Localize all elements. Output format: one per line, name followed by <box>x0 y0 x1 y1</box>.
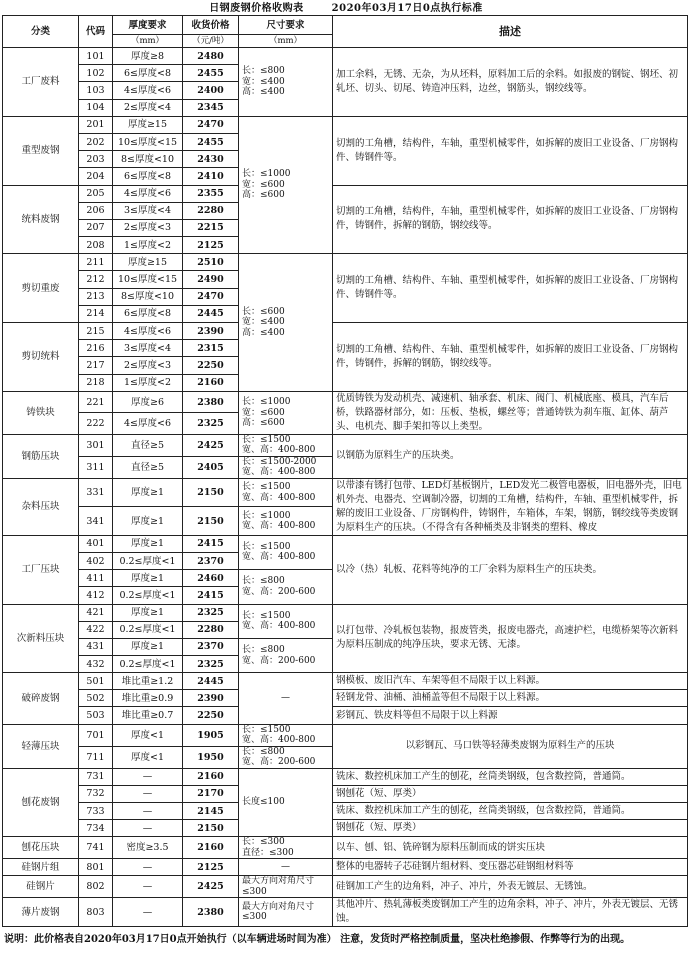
desc-cell: 钢刨花（短、厚类） <box>333 785 688 802</box>
code-cell: 311 <box>79 456 113 478</box>
thickness-cell: 厚度<1 <box>113 746 183 768</box>
code-cell: 218 <box>79 374 113 391</box>
code-cell: 204 <box>79 168 113 185</box>
code-cell: 431 <box>79 638 113 655</box>
code-cell: 202 <box>79 133 113 150</box>
desc-cell: 优质铸铁为发动机壳、减速机、轴承套、机床、阀门、机械底座、模具，汽车后桥，铁路器材部分，如：压板、垫板，螺丝等；普通铸铁为刹车瓶、缸体、葫芦头、电机壳、脚手架扣等以上类型。 <box>333 391 688 434</box>
price-cell: 2355 <box>183 185 239 202</box>
desc-cell: 切割的工角槽、结构件、车轴、重型机械零件，如拆解的废旧工业设备、厂房钢构件、铸钢件等。 <box>333 254 688 323</box>
price-cell: 2280 <box>183 621 239 638</box>
header-size: 尺寸要求 <box>239 16 333 35</box>
thickness-cell: 4≤厚度<6 <box>113 413 183 435</box>
desc-cell: 切割的工角槽，结构件，车轴，重型机械零件，如拆解的废旧工业设备、厂房钢构件，铸钢件，拆解的钢筋，钢绞线等。 <box>333 185 688 254</box>
desc-cell: 以彩钢瓦、马口铁等轻薄类废钢为原料生产的压块 <box>333 724 688 768</box>
desc-cell: 其他冲片、热轧薄板类废钢加工产生的边角余料，冲子、冲片，外表无镀层、无锈蚀。 <box>333 898 688 927</box>
thickness-cell: 2≤厚度<4 <box>113 99 183 116</box>
category-cell: 剪切重废 <box>3 254 79 323</box>
code-cell: 222 <box>79 413 113 435</box>
table-row <box>3 434 688 456</box>
table-row <box>3 724 688 746</box>
desc-cell: 切割的工角槽、结构件、车轴、重型机械零件，如拆解的废旧工业设备、厂房钢构件，铸钢件，拆解的钢筋，钢绞线等。 <box>333 323 688 392</box>
thickness-cell: 1≤厚度<2 <box>113 374 183 391</box>
size-cell: 长：≤1500 宽、高：400-800 <box>239 724 333 746</box>
size-cell: 长：≤1500-2000 宽、高：400-800 <box>239 456 333 478</box>
code-cell: 803 <box>79 898 113 927</box>
thickness-cell: 6≤厚度<8 <box>113 168 183 185</box>
category-cell: 刨花压块 <box>3 837 79 859</box>
desc-cell: 钢刨花（短、厚类） <box>333 820 688 837</box>
thickness-cell: 4≤厚度<6 <box>113 185 183 202</box>
header-size-unit: （mm） <box>239 35 333 48</box>
category-cell: 钢筋压块 <box>3 434 79 478</box>
price-cell: 2150 <box>183 820 239 837</box>
price-cell: 2460 <box>183 570 239 587</box>
size-cell: 长：≤800 宽、高：200-600 <box>239 638 333 672</box>
price-cell: 2325 <box>183 413 239 435</box>
price-cell: 2390 <box>183 323 239 340</box>
code-cell: 207 <box>79 219 113 236</box>
size-cell: — <box>239 859 333 876</box>
code-cell: 401 <box>79 535 113 552</box>
price-cell: 2380 <box>183 391 239 413</box>
table-body <box>3 48 688 927</box>
header-thickness: 厚度要求 <box>113 16 183 35</box>
desc-cell: 以带漆有锈打包带、LED灯基板钢片，LED发光二极管电器板，旧电器外壳，旧电机外壳、电器壳、空调制冷器，切割的工角槽，结构件，车轴、重型机械零件，拆解的废旧工业设备、厂房钢构件，铸钢件，车箱体，车架，钢筋，钢绞线等类废钢为原料生产的压块。（不得含有各种桶类及非钢类的塑料、橡皮 <box>333 478 688 535</box>
table-row <box>3 803 688 820</box>
code-cell: 341 <box>79 507 113 536</box>
category-cell: 铸铁块 <box>3 391 79 434</box>
thickness-cell: 0.2≤厚度<1 <box>113 552 183 569</box>
price-cell: 2150 <box>183 507 239 536</box>
size-cell: 最大方向对角尺寸≤300 <box>239 876 333 898</box>
code-cell: 301 <box>79 434 113 456</box>
price-cell: 2345 <box>183 99 239 116</box>
thickness-cell: 厚度≥1 <box>113 535 183 552</box>
price-cell: 2425 <box>183 434 239 456</box>
thickness-cell: 1≤厚度<2 <box>113 237 183 254</box>
table-row <box>3 116 688 133</box>
header-thickness-unit: （mm） <box>113 35 183 48</box>
thickness-cell: 0.2≤厚度<1 <box>113 621 183 638</box>
code-cell: 213 <box>79 288 113 305</box>
size-cell: 长：≤800 宽、高：200-600 <box>239 746 333 768</box>
price-cell: 2490 <box>183 271 239 288</box>
price-cell: 2215 <box>183 219 239 236</box>
size-cell: 长：≤1500 宽、高：400-800 <box>239 604 333 638</box>
price-cell: 2370 <box>183 552 239 569</box>
price-cell: 2445 <box>183 673 239 690</box>
thickness-cell: — <box>113 898 183 927</box>
table-row <box>3 48 688 65</box>
code-cell: 203 <box>79 151 113 168</box>
code-cell: 733 <box>79 803 113 820</box>
category-cell: 重型废钢 <box>3 116 79 185</box>
table-row <box>3 837 688 859</box>
code-cell: 217 <box>79 357 113 374</box>
table-row <box>3 185 688 202</box>
thickness-cell: 厚度≥6 <box>113 391 183 413</box>
table-row <box>3 690 688 707</box>
code-cell: 422 <box>79 621 113 638</box>
size-cell: 长：≤600 宽：≤400 高：≤400 <box>239 254 333 392</box>
thickness-cell: 堆比重≥1.2 <box>113 673 183 690</box>
table-row <box>3 478 688 507</box>
price-cell: 2455 <box>183 65 239 82</box>
thickness-cell: — <box>113 785 183 802</box>
thickness-cell: — <box>113 876 183 898</box>
price-cell: 2370 <box>183 638 239 655</box>
price-cell: 2390 <box>183 690 239 707</box>
code-cell: 711 <box>79 746 113 768</box>
size-cell: 长：≤300 直径：≤300 <box>239 837 333 859</box>
desc-cell: 彩钢瓦、铁皮料等但不局限于以上料源 <box>333 707 688 724</box>
price-cell: 2430 <box>183 151 239 168</box>
price-cell: 2325 <box>183 604 239 621</box>
header-code: 代码 <box>79 16 113 48</box>
code-cell: 432 <box>79 656 113 673</box>
code-cell: 205 <box>79 185 113 202</box>
code-cell: 412 <box>79 587 113 604</box>
desc-cell: 轻钢龙骨、油桶、油桶盖等但不局限于以上料源。 <box>333 690 688 707</box>
thickness-cell: 堆比重≥0.7 <box>113 707 183 724</box>
price-cell: 2325 <box>183 656 239 673</box>
thickness-cell: 厚度≥1 <box>113 604 183 621</box>
table-row <box>3 898 688 927</box>
code-cell: 215 <box>79 323 113 340</box>
header-price: 收货价格 <box>183 16 239 35</box>
size-cell: 长：≤1500 宽、高：400-800 <box>239 478 333 507</box>
desc-cell: 以车、刨、铝、铣碎钢为原料压制而成的饼实压块 <box>333 837 688 859</box>
thickness-cell: 6≤厚度<8 <box>113 305 183 322</box>
code-cell: 102 <box>79 65 113 82</box>
desc-cell: 钢模板、废旧汽车、车架等但不局限于以上料源。 <box>333 673 688 690</box>
title-right: 2020年03月17日0点执行标准 <box>331 3 483 14</box>
size-cell: — <box>239 673 333 724</box>
price-cell: 2250 <box>183 357 239 374</box>
price-cell: 2410 <box>183 168 239 185</box>
thickness-cell: 8≤厚度<10 <box>113 288 183 305</box>
thickness-cell: 8≤厚度<10 <box>113 151 183 168</box>
thickness-cell: 厚度≥1 <box>113 570 183 587</box>
thickness-cell: — <box>113 803 183 820</box>
category-cell: 刨花废钢 <box>3 768 79 837</box>
thickness-cell: 厚度≥1 <box>113 478 183 507</box>
price-cell: 2415 <box>183 535 239 552</box>
desc-cell: 铣床、数控机床加工产生的刨花，丝筒类钢级，包含数控筒，普通筒。 <box>333 768 688 785</box>
table-row <box>3 820 688 837</box>
table-row <box>3 535 688 552</box>
size-cell: 长：≤1000 宽、高：400-800 <box>239 507 333 536</box>
category-cell: 硅钢片 <box>3 876 79 898</box>
desc-cell: 以钢筋为原料生产的压块类。 <box>333 434 688 478</box>
thickness-cell: 2≤厚度<3 <box>113 357 183 374</box>
price-cell: 2125 <box>183 859 239 876</box>
size-cell: 长：≤800 宽、高：200-600 <box>239 570 333 604</box>
price-cell: 2470 <box>183 116 239 133</box>
page-title <box>0 2 692 15</box>
thickness-cell: 3≤厚度<4 <box>113 202 183 219</box>
size-cell: 长：≤1000 宽：≤600 高：≤600 <box>239 116 333 254</box>
thickness-cell: 厚度≥15 <box>113 254 183 271</box>
category-cell: 破碎废钢 <box>3 673 79 724</box>
thickness-cell: 厚度≥1 <box>113 507 183 536</box>
price-cell: 2160 <box>183 837 239 859</box>
price-cell: 2250 <box>183 707 239 724</box>
price-cell: 2170 <box>183 785 239 802</box>
thickness-cell: 3≤厚度<4 <box>113 340 183 357</box>
price-cell: 2400 <box>183 82 239 99</box>
price-cell: 1950 <box>183 746 239 768</box>
code-cell: 331 <box>79 478 113 507</box>
code-cell: 701 <box>79 724 113 746</box>
price-cell: 2415 <box>183 587 239 604</box>
code-cell: 734 <box>79 820 113 837</box>
price-cell: 2455 <box>183 133 239 150</box>
size-cell: 长度≤100 <box>239 768 333 837</box>
table-row <box>3 785 688 802</box>
thickness-cell: 厚度<1 <box>113 724 183 746</box>
thickness-cell: 4≤厚度<6 <box>113 323 183 340</box>
thickness-cell: — <box>113 859 183 876</box>
code-cell: 503 <box>79 707 113 724</box>
price-cell: 2405 <box>183 456 239 478</box>
desc-cell: 切割的工角槽，结构件，车轴，重型机械零件，如拆解的废旧工业设备、厂房钢构件、铸钢件等。 <box>333 116 688 185</box>
code-cell: 221 <box>79 391 113 413</box>
size-cell: 最大方向对角尺寸≤300 <box>239 898 333 927</box>
thickness-cell: 直径≥5 <box>113 456 183 478</box>
header-desc: 描述 <box>333 16 688 48</box>
thickness-cell: 10≤厚度<15 <box>113 133 183 150</box>
code-cell: 501 <box>79 673 113 690</box>
table-row <box>3 673 688 690</box>
thickness-cell: 堆比重≥0.9 <box>113 690 183 707</box>
title-left: 日钢废钢价格收购表 <box>209 3 304 14</box>
code-cell: 741 <box>79 837 113 859</box>
thickness-cell: 厚度≥8 <box>113 48 183 65</box>
code-cell: 411 <box>79 570 113 587</box>
price-cell: 2145 <box>183 803 239 820</box>
table-row <box>3 323 688 340</box>
category-cell: 轻薄压块 <box>3 724 79 768</box>
table-row <box>3 859 688 876</box>
code-cell: 216 <box>79 340 113 357</box>
code-cell: 421 <box>79 604 113 621</box>
category-cell: 工厂压块 <box>3 535 79 604</box>
price-cell: 1905 <box>183 724 239 746</box>
code-cell: 201 <box>79 116 113 133</box>
desc-cell: 以冷（热）轧板、花料等纯净的工厂余料为原料生产的压块类。 <box>333 535 688 604</box>
price-cell: 2480 <box>183 48 239 65</box>
price-cell: 2315 <box>183 340 239 357</box>
table-row <box>3 604 688 621</box>
price-cell: 2510 <box>183 254 239 271</box>
code-cell: 103 <box>79 82 113 99</box>
price-cell: 2160 <box>183 768 239 785</box>
thickness-cell: 厚度≥1 <box>113 638 183 655</box>
category-cell: 杂料压块 <box>3 478 79 535</box>
code-cell: 206 <box>79 202 113 219</box>
thickness-cell: 0.2≤厚度<1 <box>113 587 183 604</box>
price-cell: 2470 <box>183 288 239 305</box>
thickness-cell: 4≤厚度<6 <box>113 82 183 99</box>
code-cell: 208 <box>79 237 113 254</box>
table-row <box>3 254 688 271</box>
code-cell: 801 <box>79 859 113 876</box>
category-cell: 统料废钢 <box>3 185 79 254</box>
price-cell: 2280 <box>183 202 239 219</box>
table-row <box>3 768 688 785</box>
desc-cell: 加工余料，无锈、无杂，为从坯料，原料加工后的余料。如报废的钢锭、钢坯、初轧坯、切头、切尾、铸造冲压料，边丝，钢筋头，钢绞线等。 <box>333 48 688 117</box>
header-category: 分类 <box>3 16 79 48</box>
desc-cell: 铣床、数控机床加工产生的刨花，丝筒类钢级，包含数控筒，普通筒。 <box>333 803 688 820</box>
thickness-cell: — <box>113 820 183 837</box>
code-cell: 214 <box>79 305 113 322</box>
table-row <box>3 876 688 898</box>
code-cell: 212 <box>79 271 113 288</box>
code-cell: 732 <box>79 785 113 802</box>
table-row <box>3 391 688 413</box>
price-cell: 2425 <box>183 876 239 898</box>
table-row <box>3 707 688 724</box>
header-price-unit: （元/吨） <box>183 35 239 48</box>
code-cell: 731 <box>79 768 113 785</box>
size-cell: 长：≤1500 宽、高：400-800 <box>239 434 333 456</box>
price-cell: 2125 <box>183 237 239 254</box>
price-table <box>2 15 688 927</box>
category-cell: 次新料压块 <box>3 604 79 673</box>
code-cell: 802 <box>79 876 113 898</box>
thickness-cell: 2≤厚度<3 <box>113 219 183 236</box>
category-cell: 薄片废钢 <box>3 898 79 927</box>
code-cell: 402 <box>79 552 113 569</box>
code-cell: 104 <box>79 99 113 116</box>
code-cell: 101 <box>79 48 113 65</box>
size-cell: 长：≤800 宽：≤400 高：≤400 <box>239 48 333 117</box>
size-cell: 长：≤1000 宽：≤600 高：≤600 <box>239 391 333 434</box>
thickness-cell: 0.2≤厚度<1 <box>113 656 183 673</box>
price-cell: 2380 <box>183 898 239 927</box>
thickness-cell: 6≤厚度<8 <box>113 65 183 82</box>
thickness-cell: — <box>113 768 183 785</box>
price-cell: 2160 <box>183 374 239 391</box>
price-cell: 2445 <box>183 305 239 322</box>
thickness-cell: 10≤厚度<15 <box>113 271 183 288</box>
desc-cell: 硅钢加工产生的边角料，冲子、冲片，外表无镀层、无锈蚀。 <box>333 876 688 898</box>
thickness-cell: 密度≥3.5 <box>113 837 183 859</box>
desc-cell: 整体的电器转子芯硅钢片组材料、变压器芯硅钢组材料等 <box>333 859 688 876</box>
category-cell: 剪切统料 <box>3 323 79 392</box>
desc-cell: 以打包带、冷轧板包装物，报废管类，报废电器壳，高速护栏，电缆桥架等次新料为原料压制成的纯净压块，要求无锈、无漆。 <box>333 604 688 673</box>
code-cell: 211 <box>79 254 113 271</box>
thickness-cell: 厚度≥15 <box>113 116 183 133</box>
code-cell: 502 <box>79 690 113 707</box>
category-cell: 硅钢片组 <box>3 859 79 876</box>
category-cell: 工厂废料 <box>3 48 79 117</box>
footer-note: 说明：此价格表自2020年03月17日0点开始执行（以车辆进场时间为准） 注意，发货时严格控制质量，坚决杜绝掺假、作弊等行为的出现。 <box>4 934 631 946</box>
thickness-cell: 直径≥5 <box>113 434 183 456</box>
price-cell: 2150 <box>183 478 239 507</box>
size-cell: 长：≤1500 宽、高：400-800 <box>239 535 333 569</box>
